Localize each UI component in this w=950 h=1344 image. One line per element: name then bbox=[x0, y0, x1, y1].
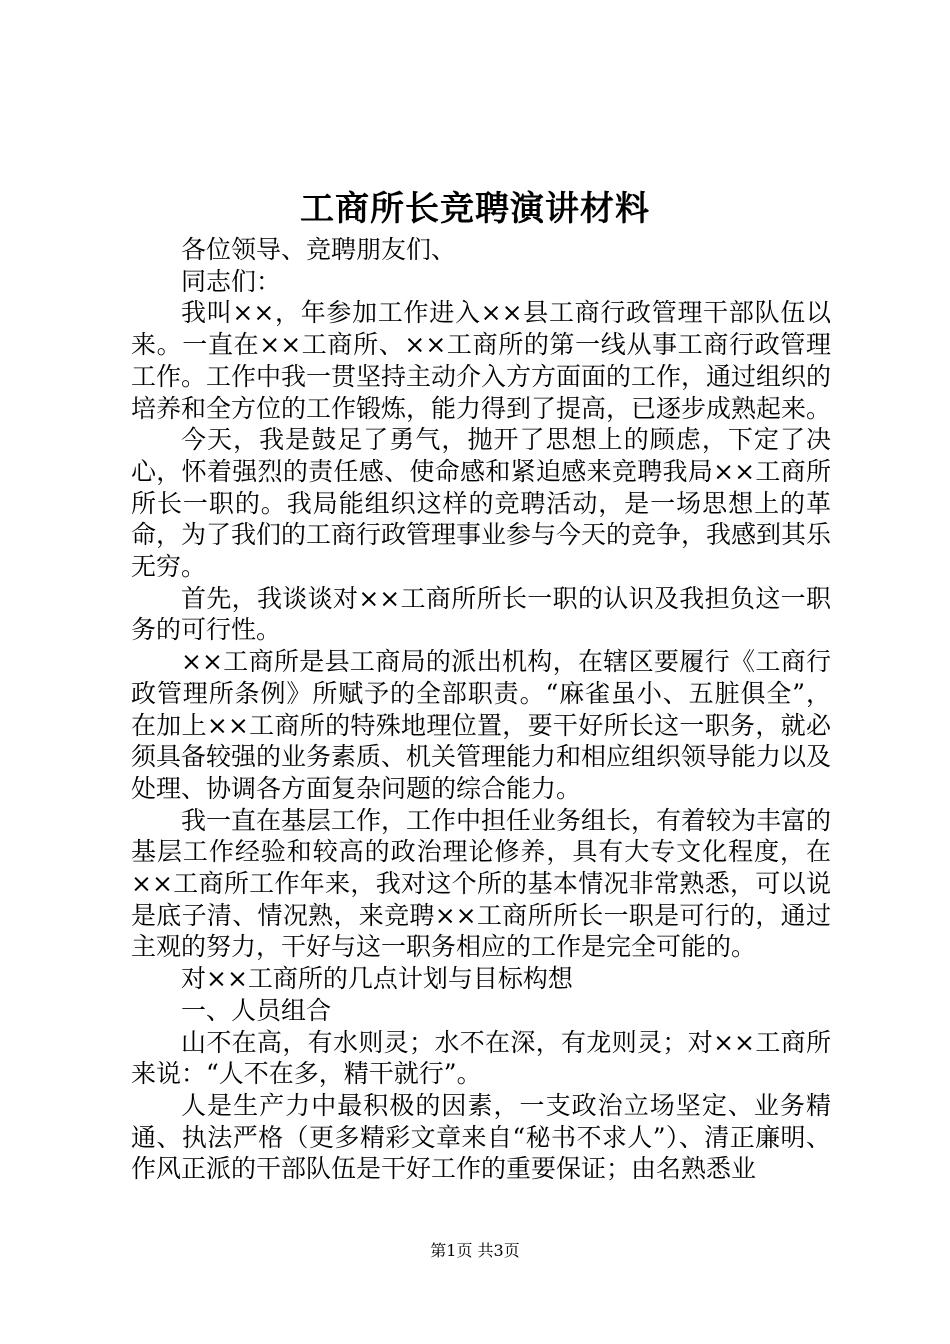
paragraph: 人是生产力中最积极的因素，一支政治立场坚定、业务精通、执法严格（更多精彩文章来自“秘书不求人”）、清正廉明、作风正派的干部队伍是干好工作的重要保证；由名熟悉业 bbox=[131, 1090, 831, 1184]
page-footer: 第1页 共3页 bbox=[430, 1241, 520, 1260]
subsection-heading: 一、人员组合 bbox=[181, 995, 332, 1025]
paragraph: 我一直在基层工作，工作中担任业务组长，有着较为丰富的基层工作经验和较高的政治理论修养，具有大专文化程度，在××工商所工作年来，我对这个所的基本情况非常熟悉，可以说是底子清、情况熟，来竞聘××工商所所长一职是可行的，通过主观的努力，干好与这一职务相应的工作是完全可能的。 bbox=[131, 805, 832, 962]
paragraph: 山不在高，有水则灵；水不在深，有龙则灵；对××工商所来说：“人不在多，精干就行”。 bbox=[131, 1027, 831, 1089]
paragraph: 今天，我是鼓足了勇气，抛开了思想上的顾虑，下定了决心，怀着强烈的责任感、使命感和紧迫感来竞聘我局××工商所所长一职的。我局能组织这样的竞聘活动，是一场思想上的革命，为了我们的工商行政管理事业参与今天的竞争，我感到其乐无穷。 bbox=[131, 425, 832, 582]
salutation-line-1: 各位领导、竞聘朋友们、 bbox=[181, 235, 457, 264]
section-heading: 对××工商所的几点计划与目标构想 bbox=[181, 964, 573, 994]
document-body bbox=[131, 234, 831, 1185]
paragraph: 我叫××，年参加工作进入××县工商行政管理干部队伍以来。一直在××工商所、××工商所的第一线从事工商行政管理工作。工作中我一贯坚持主动介入方方面面的工作，通过组织的培养和全方位的工作锻炼，能力得到了提高，已逐步成熟起来。 bbox=[131, 298, 832, 423]
salutation-line-2: 同志们： bbox=[181, 266, 282, 296]
paragraph: ××工商所是县工商局的派出机构，在辖区要履行《工商行政管理所条例》所赋予的全部职责。“麻雀虽小、五脏俱全”，在加上××工商所的特殊地理位置，要干好所长这一职务，就必须具备较强的业务素质、机关管理能力和相应组织领导能力以及处理、协调各方面复杂问题的综合能力。 bbox=[131, 647, 832, 803]
document-title: 工商所长竞聘演讲材料 bbox=[300, 189, 650, 229]
paragraph: 首先，我谈谈对××工商所所长一职的认识及我担负这一职务的可行性。 bbox=[131, 583, 831, 645]
